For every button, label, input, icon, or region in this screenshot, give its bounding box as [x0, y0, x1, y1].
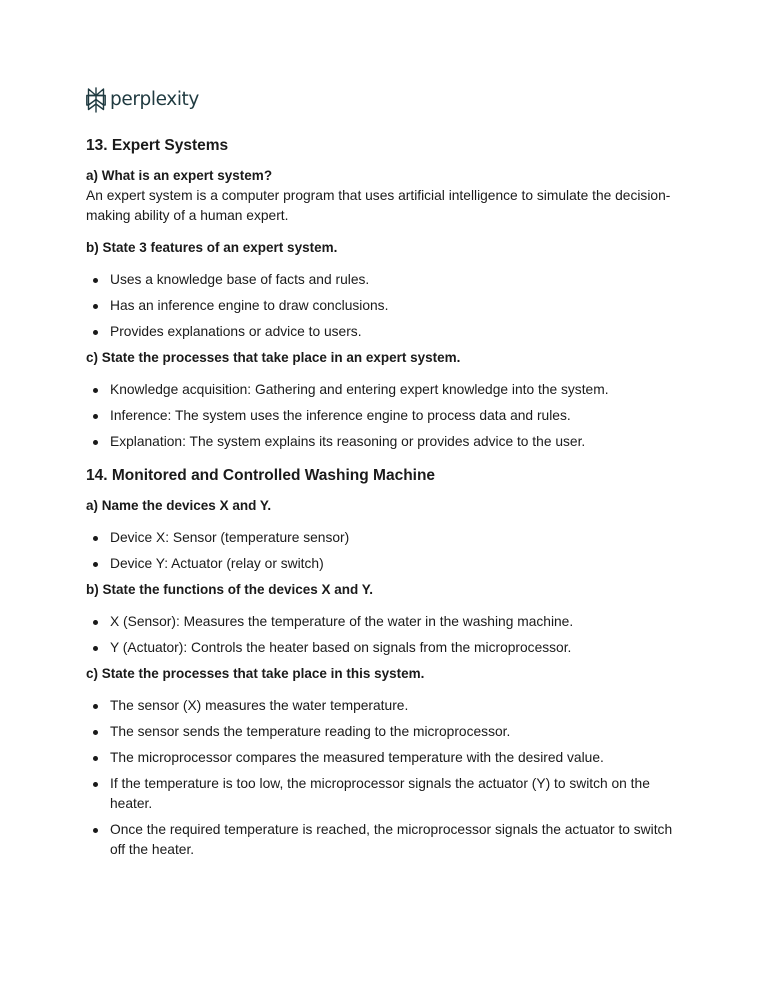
list-item: Device Y: Actuator (relay or switch): [86, 554, 686, 574]
list-item: The microprocessor compares the measured temperature with the desired value.: [86, 748, 686, 768]
list-item: Y (Actuator): Controls the heater based on signals from the microprocessor.: [86, 638, 686, 658]
bullet-list: [86, 696, 686, 860]
list-item: Inference: The system uses the inference engine to process data and rules.: [86, 406, 686, 426]
list-item: If the temperature is too low, the microprocessor signals the actuator (Y) to switch on the heater.: [86, 774, 686, 814]
list-item: X (Sensor): Measures the temperature of the water in the washing machine.: [86, 612, 686, 632]
list-item: The sensor (X) measures the water temperature.: [86, 696, 686, 716]
list-item: The sensor sends the temperature reading to the microprocessor.: [86, 722, 686, 742]
bullet-list: [86, 528, 686, 574]
brand-logo: [86, 86, 686, 114]
list-item: Once the required temperature is reached, the microprocessor signals the actuator to switch off the heater.: [86, 820, 686, 860]
question-title: a) Name the devices X and Y.: [86, 498, 272, 513]
list-item: Explanation: The system explains its reasoning or provides advice to the user.: [86, 432, 686, 452]
list-item: Uses a knowledge base of facts and rules.: [86, 270, 686, 290]
answer-text: An expert system is a computer program that uses artificial intelligence to simulate the decision-making ability of a human expert.: [86, 188, 671, 223]
section-title-washing-machine: 14. Monitored and Controlled Washing Machine: [86, 467, 436, 484]
list-item: Provides explanations or advice to users.: [86, 322, 686, 342]
bullet-list: [86, 380, 686, 452]
question-title: b) State the functions of the devices X and Y.: [86, 582, 374, 597]
list-item: Knowledge acquisition: Gathering and entering expert knowledge into the system.: [86, 380, 686, 400]
list-item: Has an inference engine to draw conclusions.: [86, 296, 686, 316]
question-title: c) State the processes that take place in an expert system.: [86, 350, 461, 365]
question-title: c) State the processes that take place in this system.: [86, 666, 425, 681]
question-title: a) What is an expert system?: [86, 168, 273, 183]
list-item: Device X: Sensor (temperature sensor): [86, 528, 686, 548]
bullet-list: [86, 270, 686, 342]
document-page: [86, 86, 686, 866]
perplexity-logo-icon: [86, 87, 106, 113]
bullet-list: [86, 612, 686, 658]
question-title: b) State 3 features of an expert system.: [86, 240, 338, 255]
section-title-expert-systems: 13. Expert Systems: [86, 137, 229, 154]
brand-name: perplexity: [110, 89, 199, 110]
